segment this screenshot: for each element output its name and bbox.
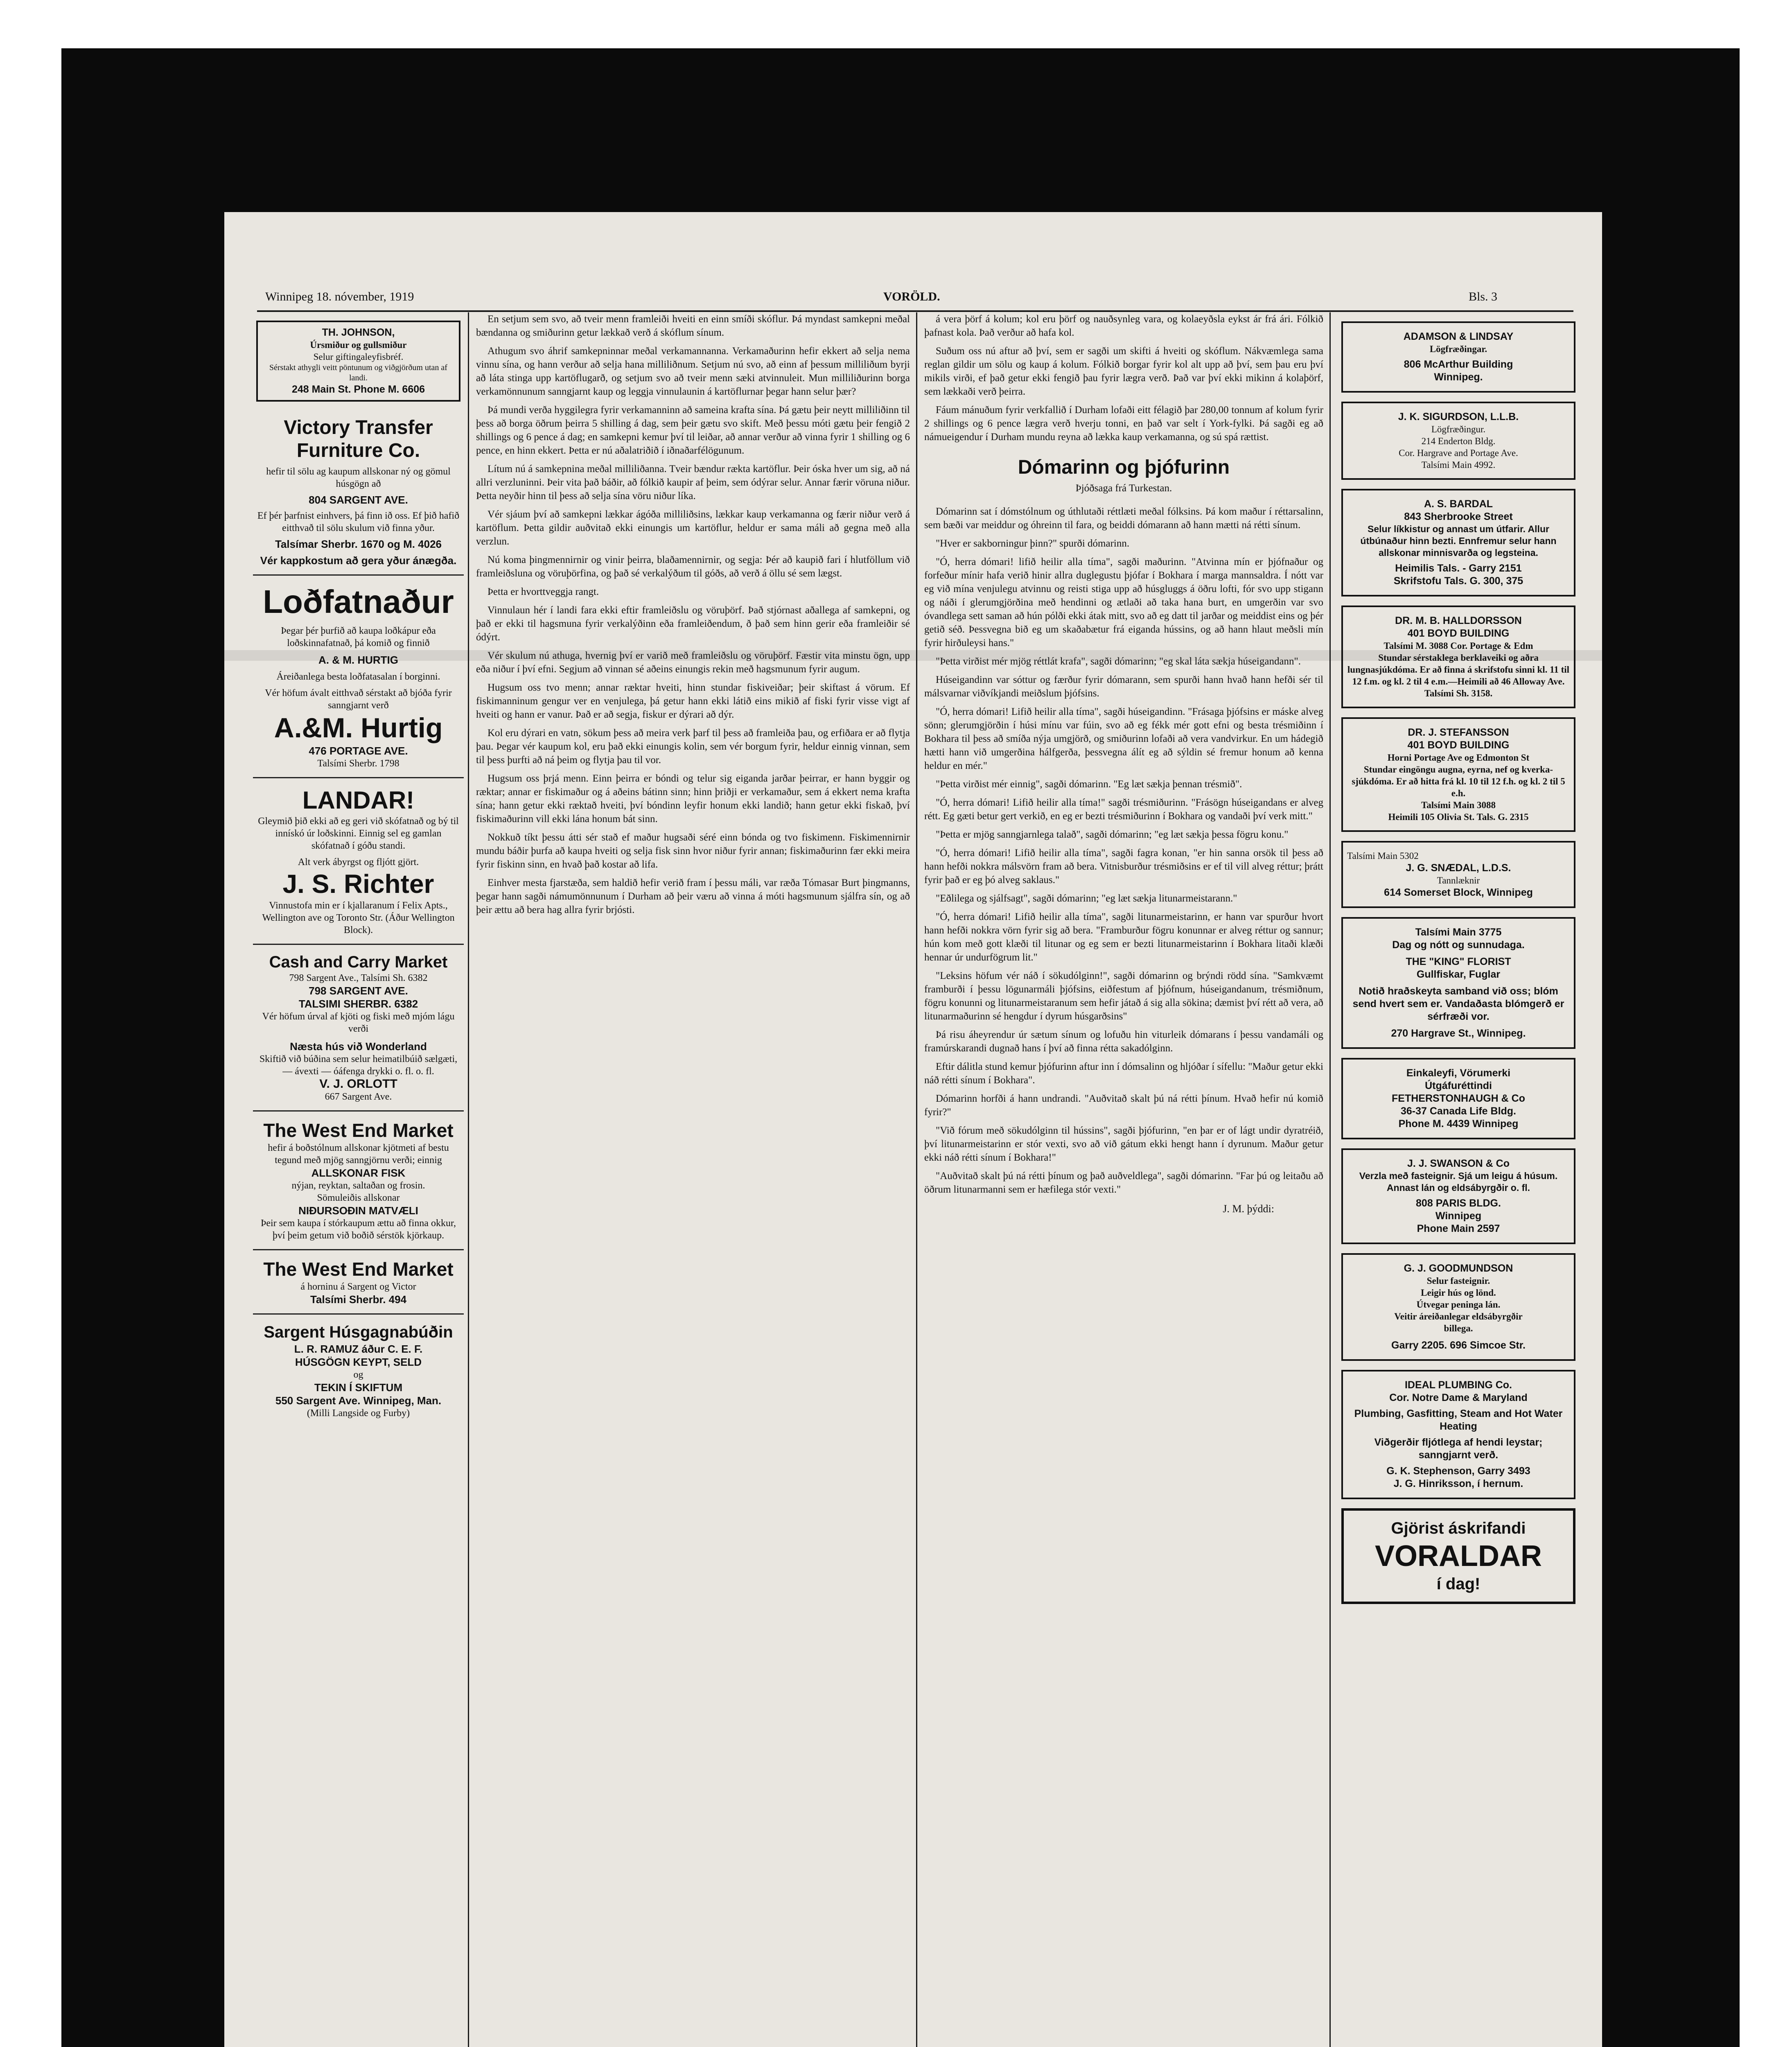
ad-line: Veitir áreiðanlegar eldsábyrgðir [1394, 1311, 1523, 1322]
column-rule [916, 312, 917, 2047]
paragraph: Þá mundi verða hyggilegra fyrir verkamanninn að sameina krafta sína. Þá gætu þeir neytt milliliðinn til þess að borga öðrum þeirra 5 shilling á dag, sem þeir gætu svo skift. Með þessu móti gætu þeir fengið 2 shillings og 6 pence á dag; en samkepni kemur því til leiðar, að annar verður að vinna fyrir 1 shilling og 6 pence, en hinn ekkert. Þetta er nú aðalatriðið í iðnaðarfélögunum. [476, 404, 910, 456]
paragraph: "Leksins höfum vér náð í sökudólginn!", sagði dómarinn og brýndi rödd sína. "Samkvæmt framburði í þessu lögunarmáli þjófsins, eiðfestum af þjófnum, húseigandanum, trésmiðnum, fögru konunni og litunarmeistaranum sem hefir játað á sig alla sökina; dæmist því rétt að vera, að litunarmaðurinn sé hengdur í dyrum húsgarðsins" [924, 970, 1323, 1022]
ad-text: hefir til sölu ag kaupum allskonar ný og gömul húsgögn að [266, 466, 451, 489]
ad-line: Horni Portage Ave og Edmonton St [1387, 752, 1530, 763]
paragraph: "Þetta virðist mér mjög réttlát krafa", sagði dómarinn; "eg skal láta sækja húseigandann". [936, 656, 1301, 667]
paragraph: Þetta er hvorttveggja rangt. [487, 586, 599, 597]
ad-title: The West End Market [263, 1258, 454, 1280]
ad-line: FETHERSTONHAUGH & Co [1392, 1093, 1525, 1104]
ad-text: hefir á boðstólnum allskonar kjötmeti af bestu tegund með mjög sanngjörnu verði; einnig [268, 1143, 449, 1166]
swanson-ad [1341, 1148, 1575, 1244]
paragraph: Fáum mánuðum fyrir verkfallið í Durham lofaði eitt félagið þar 280,00 tonnum af kolum fyrir 2 shillings og 6 pence lægra verð hverju tonni, en það var selt í York-fylki. Þá sagði eg að námueigendur í Durham mundu reyna að lækka kaup verkamanna, og sú spá rættist. [924, 404, 1323, 443]
ad-line: J. K. SIGURDSON, L.L.B. [1398, 411, 1519, 423]
ad-title: J. S. Richter [282, 869, 434, 899]
west-end-market-ad [253, 1112, 464, 1250]
ad-line: Sérstakt athygli veitt pöntunum og viðgjörðum utan af landi. [269, 363, 447, 382]
ad-title: A.&M. Hurtig [274, 712, 443, 743]
ad-text: HÚSGÖGN KEYPT, SELD [295, 1356, 422, 1368]
ad-text: Ef þér þarfnist einhvers, þá finn ið oss. Ef þið hafið eitthvað til sölu skulum við finna yður. [257, 511, 460, 533]
sigurdson-ad [1341, 402, 1575, 480]
landar-ad [253, 778, 464, 945]
ad-line: í dag! [1436, 1575, 1481, 1593]
stefansson-ad [1341, 717, 1575, 832]
paragraph: Húseigandinn var sóttur og færður fyrir dómarann, sem spurði hann hvað hann hefði sér til málsvarnar viðvíkjandi meiðslum þjófsins. [924, 674, 1323, 699]
ad-text: NIÐURSOÐIN MATVÆLI [298, 1204, 418, 1217]
ad-line: Tannlæknir [1437, 875, 1480, 886]
ad-line: 401 BOYD BUILDING [1407, 739, 1510, 751]
ad-text: nýjan, reyktan, saltaðan og frosin. [291, 1180, 425, 1191]
paragraph: "Við fórum með sökudólginn til hússins", sagði þjófurinn, "en þar er of lágt undir dyratréið, því litunarmeistarinn er stór vexti, svo að við gátum ekki hengt hann í dyrunum. Maður getur ekki náð rétti sínum í Bokhara!" [924, 1125, 1323, 1163]
paragraph: Þá risu áheyrendur úr sætum sínum og lofuðu hin viturleik dómarans í þessu vandamáli og framúrskarandi dugnað hans í því að finna rétta sakadólginn. [924, 1029, 1323, 1054]
paragraph: "Ó, herra dómari! lifið heilir alla tíma", sagði maðurinn. "Atvinna mín er þjófnaður og forfeður mínir hafa verið hinir allra duglegustu þjófar í Bokhara í marga mannsaldra. Í nótt var eg við mína venjulegu atvinnu og reisti stiga upp að húsgluggs á öðru lofti, fór svo upp stigann og náði í glerumgjörðina með hendinni og ætlaði að taka hana burt, en umgerðin var svo óvandlega sett saman að hún pólði ekki átak mitt, svo að eg datt til jarðar og meiddist eins og þér getið séð. Þessvegna bið eg um skaðabætur frá eiganda hússins, og að hann hlaut meðsli mín fyrir hirðuleysi hans." [924, 556, 1323, 648]
ad-line: 808 PARIS BLDG. [1416, 1197, 1501, 1209]
ad-text: 798 SARGENT AVE. [309, 985, 408, 997]
paragraph: "Þetta virðist mér einnig", sagði dómarinn. "Eg læt sækja þennan trésmið". [936, 779, 1242, 790]
ad-line: 806 McArthur Building [1404, 359, 1513, 370]
ad-line: 401 BOYD BUILDING [1407, 628, 1510, 639]
ad-text: Þegar þér þurfið að kaupa loðkápur eða loðskinnafatnað, þá komið og finnið [281, 626, 436, 648]
ad-line: Heimilis Tals. - Garry 2151 [1395, 563, 1522, 574]
ad-line: G. J. GOODMUNDSON [1404, 1263, 1513, 1274]
ad-line: 214 Enderton Bldg. [1421, 436, 1496, 446]
ads-column-left [253, 312, 464, 2047]
paragraph: En setjum sem svo, að tveir menn framleiði hveiti en einn smíði skóflur. Þá myndast samkepni meðal bændanna og smiðurinn getur lækkað verð á skóflum sínum. [476, 314, 910, 338]
page-number: Bls. 3 [1469, 290, 1498, 303]
ad-text: Vér höfum ávalt eitthvað sérstakt að bjóða fyrir sanngjarnt verð [265, 688, 452, 711]
victory-transfer-ad [253, 409, 464, 576]
ad-line: THE "KING" FLORIST [1406, 956, 1511, 967]
ad-line: Winnipeg [1435, 1210, 1482, 1222]
paragraph: "Auðvitað skalt þú ná rétti þínum og það auðveldlega", sagði dómarinn. "Far þú og leitaðu að öðrum litunarmanni sem er hæfilega stór vexti." [924, 1170, 1323, 1195]
ad-line: A. S. BARDAL [1424, 498, 1493, 510]
ad-text: Vér kappkostum að gera yður ánægða. [260, 554, 457, 567]
paragraph: "Ó, herra dómari! Lifið heilir alla tíma", sagði húseigandinn. "Frásaga þjófsins er máske alveg sönn; glerumgjörðin í húsi mínu var fúin, svo að eg fékk mér gott efni og besta trésmiðinn í Bokhara til þess að smíða nýja umgjörð, og smiðurinn lofaði að vera vandvirkur. En um hádegið hætti hann við umgerðina hálfgerða, þessvegna álít eg að sýldin sé fremur honum að kenna heldur en mér." [924, 706, 1323, 771]
ad-line: Úrsmiður og gullsmiður [310, 340, 407, 350]
fetherstonhaugh-ad [1341, 1058, 1575, 1139]
ad-title: Sargent Húsgagnabúðin [264, 1323, 453, 1341]
snaedal-ad [1341, 841, 1575, 908]
ad-title: LANDAR! [302, 786, 415, 814]
ad-line: 270 Hargrave St., Winnipeg. [1391, 1028, 1526, 1039]
subscribe-ad [1341, 1508, 1575, 1604]
ad-title: V. J. ORLOTT [319, 1077, 397, 1091]
bardal-ad [1341, 489, 1575, 596]
ads-column-right [1336, 312, 1581, 2047]
header-rule [257, 310, 1573, 312]
column-rule [468, 312, 469, 2047]
paragraph: Lítum nú á samkepnina meðal milliliðanna. Tveir bændur rækta kartöflur. Þeir óska hver um sig, að ná allri verzluninni. Þeir vita það báðir, að fólkið kaupir af þeim, sem ódýrar selur. Annar færir vöruna niður. Þetta neyðir hinn til þess að selja sína vöru niður líka. [476, 463, 910, 502]
paragraph: "Hver er sakborningur þinn?" spurði dómarinn. [936, 538, 1130, 549]
sargent-furniture-ad [253, 1315, 464, 1427]
paragraph: Hugsum oss þrjá menn. Einn þeirra er bóndi og telur sig eiganda jarðar þeirrar, er hann byggir og ræktar; annar er fiskimaður og á aðeins bátinn sinn; hinn þriðji er verkamaður, sem á ekkert nema krafta sína; hann getur ekki ræktað hveiti, því bóndinn leyfir honum ekki landið; hann getur ekki fiskað, því fiskimaðurinn vill ekki lána honum bát sinn. [476, 773, 910, 825]
ad-line: billega. [1444, 1323, 1473, 1333]
paragraph: Athugum svo áhrif samkepninnar meðal verkamannanna. Verkamaðurinn hefir ekkert að selja nema vinnu sína, og hann verður að selja hana milliliðnum. Setjum nú svo, að einn af þessum milliliðum byrji að láta stinga upp kartöflugarð, og setjum svo að tveir menn sæki atvinnuleit. Mun milliliðurinn borga verkamönnunum sanngjarnt kaup og leggja vinnulaunin á kartöflurnar þegar hann selur þær? [476, 346, 910, 397]
ad-line: Útgáfuréttindi [1425, 1080, 1492, 1091]
paragraph: "Eðlilega og sjálfsagt", sagði dómarinn; "eg læt sækja litunarmeistarann." [936, 893, 1237, 904]
ad-line: 36-37 Canada Life Bldg. [1400, 1105, 1517, 1117]
article-column-3 [924, 312, 1323, 2047]
ad-text: 550 Sargent Ave. Winnipeg, Man. [275, 1394, 442, 1407]
ad-line: VORALDAR [1375, 1540, 1542, 1573]
ad-line: IDEAL PLUMBING Co. [1404, 1379, 1512, 1391]
story-title: Dómarinn og þjófurinn [1018, 456, 1230, 478]
ad-line: Cor. Hargrave and Portage Ave. [1399, 448, 1518, 458]
paragraph: Vinnulaun hér í landi fara ekki eftir framleiðslu og vöruþörf. Það stjórnast aðallega af samkepni, og það er ekki til hagsmuna fyrir verkalýðinn eða framleiðendum, ð það sem hinn gerir eða framleiðir sé ódýrt. [476, 605, 910, 643]
ad-line: Selur giftingaleyfisbréf. [313, 352, 404, 362]
ad-line: Gullfiskar, Fuglar [1416, 969, 1501, 980]
ad-signature: A. & M. HURTIG [318, 654, 398, 666]
ad-line: Winnipeg. [1434, 371, 1483, 383]
ad-line: Talsími Main 4992. [1421, 460, 1496, 470]
ad-line: Stundar sérstaklega berklaveiki og aðra lungnasjúkdóma. Er að finna á skrifstofu sinni kl. 11 til 12 f.m. og kl. 2 til 4 e.m.—Heimili að 46 Alloway Ave. Talsími Sh. 3158. [1347, 653, 1570, 698]
ad-line: Verzla með fasteignir. Sjá um leigu á húsum. Annast lán og eldsábyrgðir o. fl. [1359, 1170, 1558, 1193]
ad-text: Næsta hús við Wonderland [290, 1040, 427, 1053]
ad-title: Loðfatnaður [263, 583, 454, 620]
ad-line: DR. M. B. HALLDORSSON [1395, 615, 1522, 626]
ad-text: Áreiðanlega besta loðfatasalan í borginni. [276, 671, 440, 682]
ad-line: Plumbing, Gasfitting, Steam and Hot Water Heating [1354, 1408, 1563, 1432]
ad-text: Skiftið við búðina sem selur heimatilbúið sælgæti, — ávexti — óáfenga drykki o. fl. o. fl. [259, 1054, 458, 1077]
paragraph: á vera þörf á kolum; kol eru þörf og nauðsynleg vara, og kolaeyðsla eykst ár frá ári. Fólkið þafnast kola. Það verður að hafa kol. [924, 314, 1323, 338]
ad-text: Alt verk ábyrgst og fljótt gjört. [298, 857, 419, 868]
ad-line: G. K. Stephenson, Garry 3493 [1386, 1465, 1530, 1477]
ad-text: (Milli Langside og Furby) [307, 1408, 410, 1419]
lodfatnadur-ad [253, 576, 464, 778]
paper-name: VORÖLD. [883, 290, 940, 303]
goodmundson-ad [1341, 1253, 1575, 1361]
ad-text: og [353, 1369, 363, 1380]
ad-phone: Talsímar Sherbr. 1670 og M. 4026 [275, 538, 442, 550]
king-florist-ad [1341, 917, 1575, 1049]
ad-line: 614 Somerset Block, Winnipeg [1384, 887, 1533, 898]
west-end-market-ad-2 [253, 1250, 464, 1315]
ad-line: Cor. Notre Dame & Maryland [1389, 1392, 1528, 1403]
story-subtitle: Þjóðsaga frá Turkestan. [1075, 483, 1172, 494]
ad-text: L. R. RAMUZ áður C. E. F. [294, 1343, 423, 1355]
ad-address: 667 Sargent Ave. [325, 1091, 392, 1102]
paragraph: Dómarinn sat í dómstólnum og úthlutaði réttlæti meðal fólksins. Þá kom maður í réttarsalinn, sem bæði var meiddur og óhreinn til fara, og beiddi dómarann að hann mætti ná rétti sínum. [924, 506, 1323, 531]
johnson-ad [256, 321, 460, 402]
paragraph: Suðum oss nú aftur að því, sem er sagði um skifti á hveiti og skóflum. Nákvæmlega sama reglan gildir um sölu og kaup á kolum. Fólkið borgar fyrir kol alt upp að því, sem þau eru því mikils virði, ef það getur ekki fengið þau fyrir lægra verð. Það var því ekki mikinn á kolaþörf, sem lækkaði verð þeirra. [924, 346, 1323, 397]
ad-text: TEKIN Í SKIFTUM [314, 1381, 403, 1394]
ad-line: Lögfræðingur. [1431, 424, 1486, 434]
newspaper-page [224, 212, 1602, 2047]
paragraph: "Þetta er mjög sanngjarnlega talað", sagði dómarinn; "eg læt sækja þessa fögru konu." [936, 829, 1289, 840]
paragraph: Vér sjáum því að samkepni lækkar ágóða milliliðsins, lækkar kaup verkamanna og færir niður verð á kartöflum. Þetta gildir auðvitað ekki einungis um kartöflur, heldur er sama máli að gegna með alla verzlun. [476, 509, 910, 547]
article-column-2 [476, 312, 910, 2047]
paragraph: Hugsum oss tvo menn; annar ræktar hveiti, hinn stundar fiskiveiðar; þeir skiftast á vörum. Ef fiskimanninum gengur ver en venjulega, þá getur hann ekki látið eins mikið af fiski fyrir visse vigt af hveiti og hann er vanur. Það er að segja, fiskur er dýrari að dýr. [476, 682, 910, 720]
ad-title: Cash and Carry Market [269, 953, 448, 971]
ad-title: Furniture Co. [296, 440, 420, 461]
ad-line: Talsími M. 3088 Cor. Portage & Edm [1383, 641, 1533, 651]
ad-text: Sömuleiðis allskonar [317, 1193, 400, 1203]
paragraph: "Ó, herra dómari! Lifið heilir alla tíma!" sagði trésmiðurinn. "Frásögn húseigandans er alveg rétt. Eg gæti betur gert verkið, en eg er bezti trésmiðurinn í Bokhara og vandaði því verk mitt." [924, 797, 1323, 822]
ad-line: Talsími Main 3775 [1415, 926, 1502, 938]
paragraph: Vér skulum nú athuga, hvernig því er varið með framleiðslu og vöruþörf. Fæstir vita minstu ögn, upp eða niður í því efni. Segjum að vinnan sé aðeins einungis rekin með hagsmunum fyrir augum. [476, 650, 910, 675]
ad-title: Victory Transfer [284, 417, 433, 438]
ad-line: Notið hraðskeyta samband við oss; blóm send hvert sem er. Vandaðasta blómgerð er sérfræði vor. [1352, 985, 1564, 1022]
ad-line: Selur líkkistur og annast um útfarir. Allur útbúnaður hinn bezti. Ennfremur selur hann allskonar minnisvarða og legsteina. [1360, 524, 1557, 558]
ad-text: Gleymið þið ekki að eg geri við skófatnað og bý til innískó úr loðskinni. Einnig sel eg gamlan skófatnað í góðu standi. [258, 816, 459, 851]
ad-line: Lögfræðingar. [1429, 344, 1487, 354]
ad-address: 476 PORTAGE AVE. [309, 745, 408, 757]
ad-line: Stundar eingöngu augna, eyrna, nef og kverka-sjúkdóma. Er að hitta frá kl. 10 til 12 f.h. og kl. 2 til 5 e.h. [1352, 764, 1565, 798]
ad-text: ALLSKONAR FISK [311, 1167, 406, 1179]
ad-line: Dag og nótt og sunnudaga. [1392, 939, 1525, 951]
ideal-plumbing-ad [1341, 1370, 1575, 1499]
paragraph: Nú koma þingmennirnir og vinir þeirra, blaðamennirnir, og segja: Þér að kaupið fari í hlutföllum við framleiðsluna og vöruþörfina, og það sé verkalýðum til góðs, að verð á öllu sé sem lægst. [476, 554, 910, 579]
adamson-lindsay-ad [1341, 321, 1575, 393]
ad-line: 248 Main St. Phone M. 6606 [291, 384, 425, 395]
ad-line: Gjörist áskrifandi [1391, 1519, 1526, 1537]
ad-line: Leigir hús og lönd. [1421, 1288, 1496, 1298]
ad-line: Phone Main 2597 [1417, 1223, 1500, 1234]
paragraph: Nokkuð tíkt þessu átti sér stað ef maður hugsaði séré einn bónda og tvo fiskimenn. Fiskimennirnir mundu báðir þurfa að kaupa hveiti og selja fisk sinn hvor niður fyrir annan; fiskimaðurinn fær ekki meira fyrir fiskinn sinn, en hvað það kostar að lifa. [476, 832, 910, 870]
paragraph: Einhver mesta fjarstæða, sem haldið hefir verið fram í þessu máli, var ræða Tómasar Burt þingmanns, þegar hann sagði námumönnunum í Durham að þeir væru að vinna á móti hagsmunum sjálfra sín, og að þeir ættu að bera hag allra fyrir brjósti. [476, 877, 910, 915]
ad-line: Garry 2205. 696 Simcoe Str. [1391, 1340, 1526, 1351]
halldorsson-ad [1341, 606, 1575, 708]
ad-text: Vér höfum úrval af kjöti og fiski með mjóm lágu verði [262, 1011, 455, 1034]
issue-date: Winnipeg 18. nóvember, 1919 [265, 290, 414, 303]
paragraph: Eftir dálitla stund kemur þjófurinn aftur inn í dómsalinn og hljóðar í sífellu: "Maður getur ekki náð rétti sínum í Bokhara". [924, 1061, 1323, 1086]
ad-title: The West End Market [263, 1120, 454, 1141]
ad-line: ADAMSON & LINDSAY [1403, 331, 1514, 342]
ad-line: Talsími Main 3088 [1421, 800, 1496, 810]
ad-line: Útvegar peninga lán. [1416, 1299, 1501, 1310]
ad-line: Heimili 105 Olivia St. Tals. G. 2315 [1388, 812, 1529, 822]
ad-line: J. G. Hinriksson, í hernum. [1393, 1478, 1523, 1489]
column-rule [1329, 312, 1331, 2047]
translator-signature: J. M. þýddi: [1223, 1203, 1274, 1215]
ad-address: 804 SARGENT AVE. [309, 494, 408, 506]
ad-text: á horninu á Sargent og Victor [300, 1281, 416, 1292]
paragraph: "Ó, herra dómari! Lifið heilir alla tíma", sagði litunarmeistarinn, er hann var spurður hvort hann hefði nokkra vörn fyrir sig að bera. "Framburður fögru konunnar er alveg réttur og sannur; hún kom með gott klæði til litunar og eg sem er bezti litunarmeistarinn í Bokhara litaði klæði hennar úr undurfögrum lit." [924, 911, 1323, 963]
ad-line: 843 Sherbrooke Street [1404, 511, 1513, 522]
ad-text: Þeir sem kaupa í stórkaupum ættu að finna okkur, því þeim getum við boðið sérstök kjörkaup. [261, 1218, 456, 1241]
ad-line: J. G. SNÆDAL, L.D.S. [1406, 862, 1511, 874]
ad-line: Einkaleyfi, Vörumerki [1406, 1067, 1511, 1079]
paragraph: "Ó, herra dómari! Lifið heilir alla tíma", sagði fagra konan, "er hin sanna orsök til þess að hann hefði nokkra málsvörn fram að bera. Vitnisburður trésmiðsins er ef til vill alveg réttur; þrátt fyrir það er eg þó alveg saklaus." [924, 847, 1323, 886]
ad-line: TH. JOHNSON, [322, 327, 395, 338]
ad-text: 798 Sargent Ave., Talsími Sh. 6382 [289, 973, 428, 983]
ad-text: TALSIMI SHERBR. 6382 [298, 998, 418, 1010]
cash-carry-ad [253, 945, 464, 1112]
ad-line: Talsími Main 5302 [1347, 851, 1419, 861]
ad-phone: Talsími Sherbr. 1798 [317, 758, 399, 769]
ad-line: Viðgerðir fljótlega af hendi leystar; sanngjarnt verð. [1374, 1437, 1543, 1461]
paragraph: Kol eru dýrari en vatn, sökum þess að meira verk þarf til þess að framleiða þau, og erfiðara er að flytja þau. Þegar vér kaupum kol, eru það ekki einungis kolin, sem vér borgum fyrir, heldur einnig vinnan, sem til þess þurfti að ná þeim og flytja þau til vor. [476, 728, 910, 766]
ad-line: Selur fasteignir. [1426, 1276, 1490, 1286]
ad-line: Skrifstofu Tals. G. 300, 375 [1393, 575, 1523, 587]
ad-line: J. J. SWANSON & Co [1407, 1158, 1510, 1169]
ad-phone: Talsími Sherbr. 494 [310, 1293, 407, 1306]
ad-text: Vinnustofa min er í kjallaranum í Felix Apts., Wellington ave og Toronto Str. (Áður Wellington Block). [262, 900, 455, 935]
paragraph: Dómarinn horfði á hann undrandi. "Auðvitað skalt þú ná rétti þínum. Hvað hefir nú komið fyrir?" [924, 1093, 1323, 1118]
ad-line: Phone M. 4439 Winnipeg [1398, 1118, 1519, 1130]
ad-line: DR. J. STEFANSSON [1408, 727, 1509, 738]
